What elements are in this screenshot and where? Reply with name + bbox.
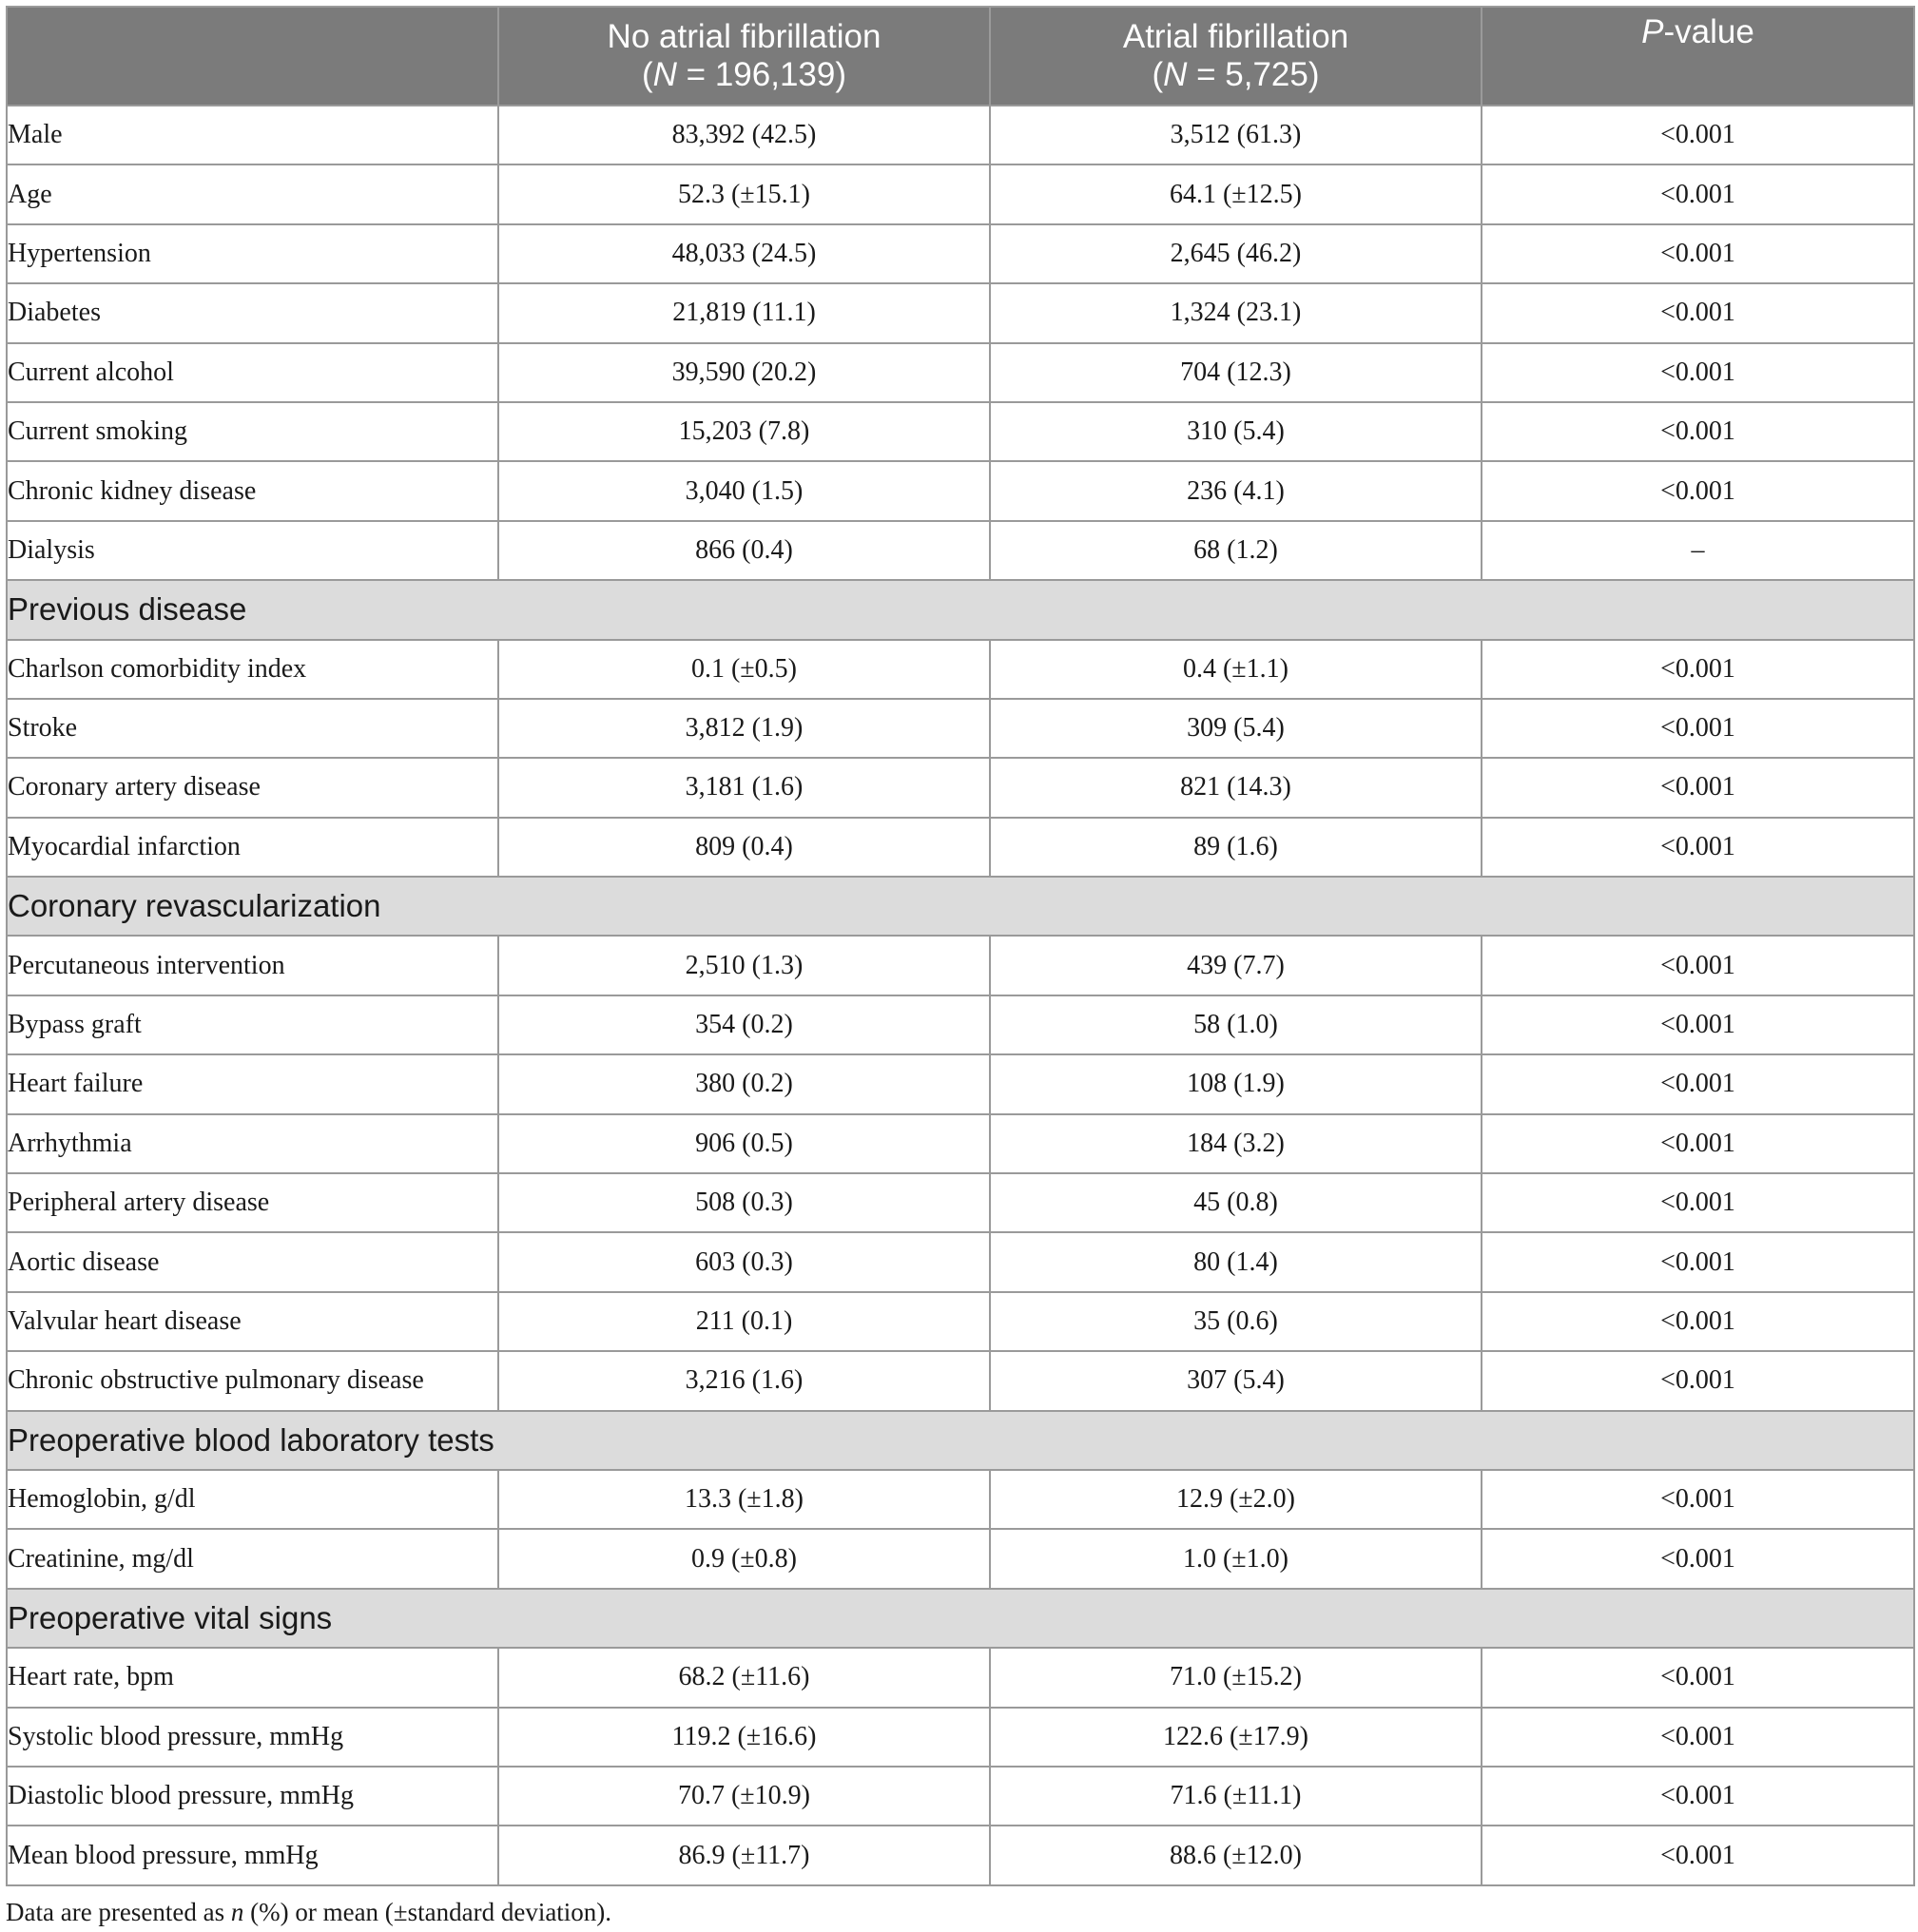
table-row xyxy=(7,1114,1914,1173)
cell-af: 704 (12.3) xyxy=(990,343,1482,402)
cell-af: 68 (1.2) xyxy=(990,521,1482,580)
table-row xyxy=(7,995,1914,1054)
header-no-af-n-value: = 196,139) xyxy=(676,56,846,93)
cell-p-value: <0.001 xyxy=(1482,343,1914,402)
cell-no-af: 3,216 (1.6) xyxy=(498,1351,990,1410)
cell-p-value: – xyxy=(1482,521,1914,580)
cell-p-value: <0.001 xyxy=(1482,1708,1914,1767)
cell-af: 184 (3.2) xyxy=(990,1114,1482,1173)
cell-no-af: 119.2 (±16.6) xyxy=(498,1708,990,1767)
cell-af: 3,512 (61.3) xyxy=(990,106,1482,164)
row-label: Age xyxy=(7,164,498,223)
cell-no-af: 3,181 (1.6) xyxy=(498,758,990,817)
cell-p-value: <0.001 xyxy=(1482,818,1914,877)
footnote-pre: Data are presented as xyxy=(6,1898,231,1926)
row-label: Mean blood pressure, mmHg xyxy=(7,1826,498,1884)
table-row xyxy=(7,1232,1914,1291)
cell-p-value: <0.001 xyxy=(1482,461,1914,520)
cell-p-value: <0.001 xyxy=(1482,640,1914,699)
table-row xyxy=(7,1054,1914,1113)
cell-af: 821 (14.3) xyxy=(990,758,1482,817)
cell-no-af: 21,819 (11.1) xyxy=(498,283,990,342)
row-label: Creatinine, mg/dl xyxy=(7,1529,498,1588)
cell-no-af: 211 (0.1) xyxy=(498,1292,990,1351)
cell-no-af: 508 (0.3) xyxy=(498,1173,990,1232)
row-label: Myocardial infarction xyxy=(7,818,498,877)
table-row xyxy=(7,1292,1914,1351)
header-p-rest: -value xyxy=(1663,13,1754,50)
table-row xyxy=(7,1173,1914,1232)
header-af-title: Atrial fibrillation xyxy=(1122,18,1349,55)
header-variable xyxy=(7,7,498,106)
cell-no-af: 48,033 (24.5) xyxy=(498,224,990,283)
cell-no-af: 0.9 (±0.8) xyxy=(498,1529,990,1588)
cell-no-af: 68.2 (±11.6) xyxy=(498,1648,990,1707)
cell-no-af: 3,812 (1.9) xyxy=(498,699,990,758)
cell-p-value: <0.001 xyxy=(1482,1114,1914,1173)
table-row xyxy=(7,1708,1914,1767)
table-row xyxy=(7,640,1914,699)
header-no-af-n: (N = 196,139) xyxy=(642,56,846,93)
cell-p-value: <0.001 xyxy=(1482,758,1914,817)
cell-no-af: 380 (0.2) xyxy=(498,1054,990,1113)
section-heading: Preoperative vital signs xyxy=(7,1589,1914,1648)
cell-af: 0.4 (±1.1) xyxy=(990,640,1482,699)
cell-no-af: 83,392 (42.5) xyxy=(498,106,990,164)
cell-no-af: 3,040 (1.5) xyxy=(498,461,990,520)
cell-af: 89 (1.6) xyxy=(990,818,1482,877)
row-label: Heart failure xyxy=(7,1054,498,1113)
row-label: Bypass graft xyxy=(7,995,498,1054)
cell-no-af: 2,510 (1.3) xyxy=(498,936,990,995)
baseline-characteristics-table xyxy=(6,6,1915,1886)
table-row xyxy=(7,1470,1914,1529)
row-label: Hypertension xyxy=(7,224,498,283)
table-row xyxy=(7,1648,1914,1707)
section-row xyxy=(7,580,1914,639)
cell-p-value: <0.001 xyxy=(1482,1232,1914,1291)
header-row xyxy=(7,7,1914,106)
row-label: Arrhythmia xyxy=(7,1114,498,1173)
cell-af: 12.9 (±2.0) xyxy=(990,1470,1482,1529)
row-label: Stroke xyxy=(7,699,498,758)
section-row xyxy=(7,1411,1914,1470)
table-footnote xyxy=(6,1898,611,1927)
cell-p-value: <0.001 xyxy=(1482,164,1914,223)
cell-no-af: 809 (0.4) xyxy=(498,818,990,877)
cell-af: 45 (0.8) xyxy=(990,1173,1482,1232)
cell-p-value: <0.001 xyxy=(1482,995,1914,1054)
row-label: Chronic obstructive pulmonary disease xyxy=(7,1351,498,1410)
cell-p-value: <0.001 xyxy=(1482,1351,1914,1410)
section-row xyxy=(7,877,1914,936)
table-row xyxy=(7,461,1914,520)
cell-af: 58 (1.0) xyxy=(990,995,1482,1054)
cell-af: 35 (0.6) xyxy=(990,1292,1482,1351)
table-row xyxy=(7,402,1914,461)
row-label: Diabetes xyxy=(7,283,498,342)
cell-p-value: <0.001 xyxy=(1482,1054,1914,1113)
table-row xyxy=(7,521,1914,580)
cell-af: 236 (4.1) xyxy=(990,461,1482,520)
cell-p-value: <0.001 xyxy=(1482,1470,1914,1529)
cell-af: 108 (1.9) xyxy=(990,1054,1482,1113)
table-row xyxy=(7,936,1914,995)
cell-no-af: 86.9 (±11.7) xyxy=(498,1826,990,1884)
header-no-af xyxy=(498,7,990,106)
table-row xyxy=(7,283,1914,342)
cell-p-value: <0.001 xyxy=(1482,283,1914,342)
cell-no-af: 603 (0.3) xyxy=(498,1232,990,1291)
row-label: Systolic blood pressure, mmHg xyxy=(7,1708,498,1767)
section-heading: Preoperative blood laboratory tests xyxy=(7,1411,1914,1470)
section-row xyxy=(7,1589,1914,1648)
row-label: Hemoglobin, g/dl xyxy=(7,1470,498,1529)
row-label: Peripheral artery disease xyxy=(7,1173,498,1232)
cell-af: 310 (5.4) xyxy=(990,402,1482,461)
table-row xyxy=(7,106,1914,164)
cell-af: 1.0 (±1.0) xyxy=(990,1529,1482,1588)
header-af xyxy=(990,7,1482,106)
cell-p-value: <0.001 xyxy=(1482,224,1914,283)
cell-af: 71.0 (±15.2) xyxy=(990,1648,1482,1707)
cell-no-af: 39,590 (20.2) xyxy=(498,343,990,402)
cell-af: 2,645 (46.2) xyxy=(990,224,1482,283)
cell-af: 307 (5.4) xyxy=(990,1351,1482,1410)
cell-af: 71.6 (±11.1) xyxy=(990,1767,1482,1826)
footnote-post: (%) or mean (±standard deviation). xyxy=(243,1898,612,1926)
cell-af: 80 (1.4) xyxy=(990,1232,1482,1291)
section-heading: Previous disease xyxy=(7,580,1914,639)
header-p-symbol: P xyxy=(1641,13,1664,50)
row-label: Charlson comorbidity index xyxy=(7,640,498,699)
footnote-n: n xyxy=(230,1898,244,1926)
table-row xyxy=(7,1529,1914,1588)
cell-p-value: <0.001 xyxy=(1482,1648,1914,1707)
cell-p-value: <0.001 xyxy=(1482,1529,1914,1588)
cell-af: 1,324 (23.1) xyxy=(990,283,1482,342)
cell-p-value: <0.001 xyxy=(1482,402,1914,461)
cell-p-value: <0.001 xyxy=(1482,1767,1914,1826)
cell-p-value: <0.001 xyxy=(1482,1826,1914,1884)
cell-no-af: 15,203 (7.8) xyxy=(498,402,990,461)
cell-p-value: <0.001 xyxy=(1482,1173,1914,1232)
row-label: Male xyxy=(7,106,498,164)
cell-no-af: 866 (0.4) xyxy=(498,521,990,580)
cell-af: 64.1 (±12.5) xyxy=(990,164,1482,223)
header-af-n-symbol: N xyxy=(1163,56,1188,93)
table-row xyxy=(7,1767,1914,1826)
header-af-n: (N = 5,725) xyxy=(1152,56,1320,93)
cell-af: 439 (7.7) xyxy=(990,936,1482,995)
row-label: Diastolic blood pressure, mmHg xyxy=(7,1767,498,1826)
table-row xyxy=(7,224,1914,283)
table-row xyxy=(7,818,1914,877)
cell-p-value: <0.001 xyxy=(1482,699,1914,758)
cell-af: 122.6 (±17.9) xyxy=(990,1708,1482,1767)
row-label: Coronary artery disease xyxy=(7,758,498,817)
table-body xyxy=(7,106,1914,1885)
table-row xyxy=(7,343,1914,402)
cell-no-af: 0.1 (±0.5) xyxy=(498,640,990,699)
header-no-af-title: No atrial fibrillation xyxy=(607,18,882,55)
row-label: Heart rate, bpm xyxy=(7,1648,498,1707)
table-row xyxy=(7,758,1914,817)
table-row xyxy=(7,1351,1914,1410)
row-label: Dialysis xyxy=(7,521,498,580)
table-row xyxy=(7,1826,1914,1884)
cell-p-value: <0.001 xyxy=(1482,106,1914,164)
cell-no-af: 906 (0.5) xyxy=(498,1114,990,1173)
row-label: Chronic kidney disease xyxy=(7,461,498,520)
cell-no-af: 13.3 (±1.8) xyxy=(498,1470,990,1529)
table-row xyxy=(7,699,1914,758)
cell-no-af: 354 (0.2) xyxy=(498,995,990,1054)
header-af-n-value: = 5,725) xyxy=(1187,56,1320,93)
row-label: Percutaneous intervention xyxy=(7,936,498,995)
row-label: Aortic disease xyxy=(7,1232,498,1291)
row-label: Valvular heart disease xyxy=(7,1292,498,1351)
cell-no-af: 52.3 (±15.1) xyxy=(498,164,990,223)
section-heading: Coronary revascularization xyxy=(7,877,1914,936)
row-label: Current alcohol xyxy=(7,343,498,402)
header-no-af-n-symbol: N xyxy=(652,56,677,93)
table-row xyxy=(7,164,1914,223)
row-label: Current smoking xyxy=(7,402,498,461)
header-p-value xyxy=(1482,7,1914,106)
cell-p-value: <0.001 xyxy=(1482,1292,1914,1351)
cell-no-af: 70.7 (±10.9) xyxy=(498,1767,990,1826)
cell-af: 88.6 (±12.0) xyxy=(990,1826,1482,1884)
cell-p-value: <0.001 xyxy=(1482,936,1914,995)
cell-af: 309 (5.4) xyxy=(990,699,1482,758)
